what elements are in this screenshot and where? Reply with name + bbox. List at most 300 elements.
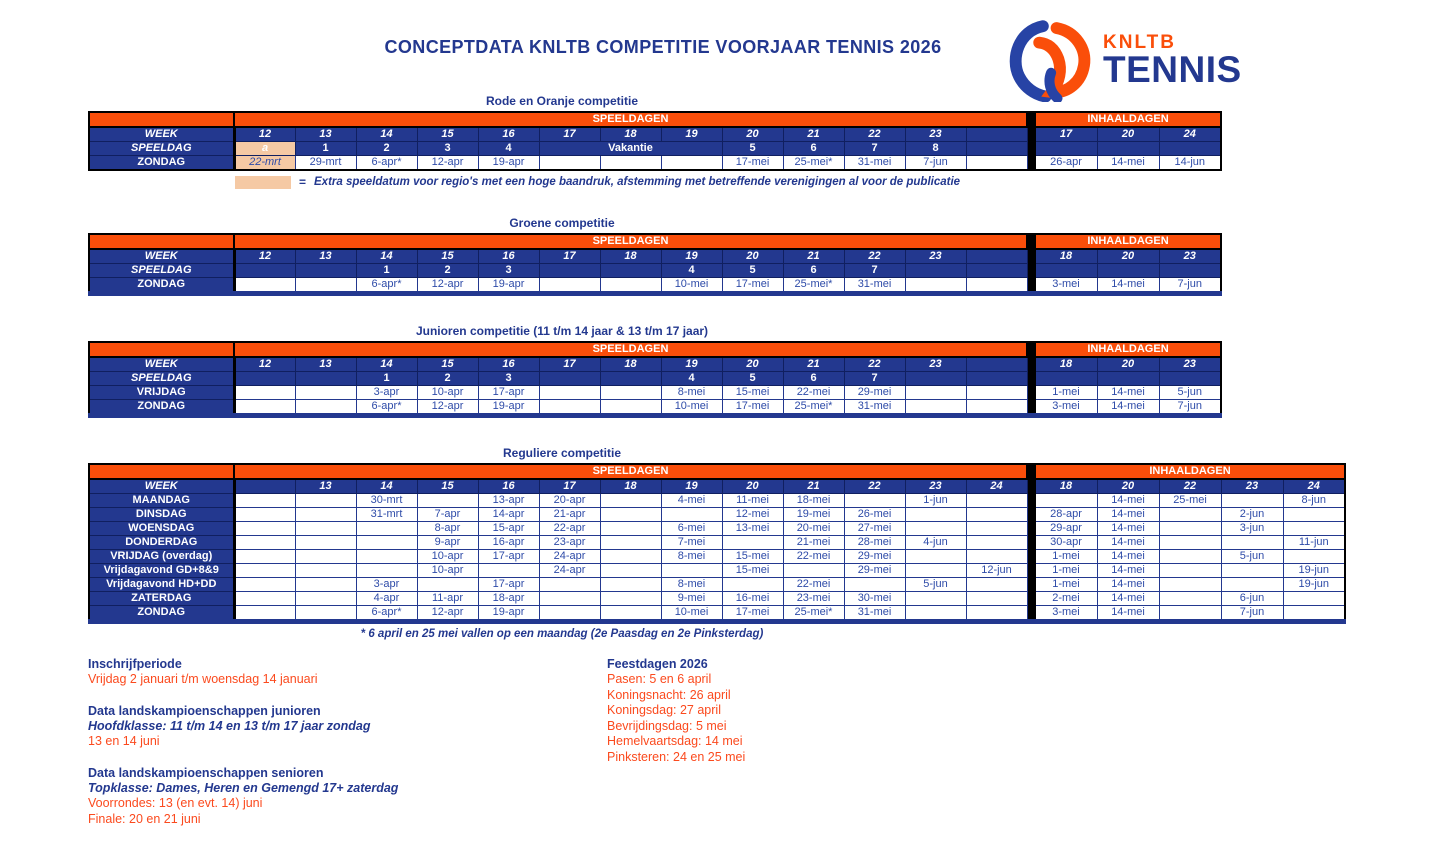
date-cell: 22-mei: [783, 578, 844, 592]
speeldag-cell: [966, 142, 1027, 156]
footer-section: [88, 656, 398, 688]
week-cell: 22: [844, 249, 905, 264]
date-cell: [905, 508, 966, 522]
week-cell: 20: [722, 357, 783, 372]
date-cell: 10-mei: [661, 606, 722, 622]
date-cell: [234, 508, 295, 522]
row-label: VRIJDAG (overdag): [89, 550, 234, 564]
week-cell: [966, 249, 1027, 264]
gap-cell: [1027, 578, 1035, 592]
speeldag-cell: 6: [783, 142, 844, 156]
date-cell: [234, 578, 295, 592]
date-cell: 10-apr: [417, 550, 478, 564]
speeldag-label: SPEELDAG: [89, 142, 234, 156]
date-cell: 4-apr: [356, 592, 417, 606]
date-cell: [234, 400, 295, 416]
inhaal-week-cell: 22: [1159, 479, 1221, 494]
date-cell: 17-apr: [478, 386, 539, 400]
speeldag-cell: 5: [722, 264, 783, 278]
date-cell: 19-mei: [783, 508, 844, 522]
date-cell: 12-apr: [417, 606, 478, 622]
date-cell: [905, 550, 966, 564]
inhaal-date-cell: 14-mei: [1097, 550, 1159, 564]
footer-section: [88, 765, 398, 828]
inhaal-date-cell: [1283, 606, 1345, 622]
date-cell: [417, 494, 478, 508]
date-cell: [295, 386, 356, 400]
row-label: ZATERDAG: [89, 592, 234, 606]
gap-cell: [1027, 156, 1035, 171]
corner-cell: [89, 464, 234, 479]
inhaal-week-cell: 18: [1035, 357, 1097, 372]
date-cell: 29-mei: [844, 550, 905, 564]
speeldag-cell: 2: [356, 142, 417, 156]
inhaal-date-cell: [1221, 494, 1283, 508]
date-cell: 22-mrt: [234, 156, 295, 171]
speeldag-cell: 7: [844, 372, 905, 386]
date-cell: 21-mei: [783, 536, 844, 550]
footer-line: Bevrijdingsdag: 5 mei: [607, 718, 727, 733]
date-cell: 19-apr: [478, 606, 539, 622]
inhaal-date-cell: 2-mei: [1035, 592, 1097, 606]
date-cell: [234, 522, 295, 536]
inhaal-date-cell: 26-apr: [1035, 156, 1097, 171]
speeldagen-header: SPEELDAGEN: [234, 342, 1027, 357]
inhaal-date-cell: [1283, 522, 1345, 536]
equals-sign: =: [299, 175, 307, 189]
corner-cell: [89, 112, 234, 127]
date-cell: [600, 494, 661, 508]
speeldag-cell: 1: [356, 372, 417, 386]
date-cell: [905, 400, 966, 416]
day-row: [89, 606, 1345, 622]
date-cell: 21-apr: [539, 508, 600, 522]
date-cell: [295, 550, 356, 564]
speeldag-cell: 6: [783, 372, 844, 386]
date-cell: 31-mei: [844, 156, 905, 171]
gap-cell: [1027, 592, 1035, 606]
table-block-junioren: [88, 324, 1222, 418]
date-cell: 18-apr: [478, 592, 539, 606]
week-cell: 16: [478, 127, 539, 142]
date-cell: 12-apr: [417, 400, 478, 416]
date-cell: 12-jun: [966, 564, 1027, 578]
date-cell: 17-mei: [722, 606, 783, 622]
date-cell: 15-apr: [478, 522, 539, 536]
week-cell: 14: [356, 249, 417, 264]
table-footnote: * 6 april en 25 mei vallen op een maandag (2e Paasdag en 2e Pinksterdag): [360, 628, 764, 640]
date-cell: [600, 508, 661, 522]
gap-cell: [1027, 234, 1035, 249]
week-row: [89, 249, 1221, 264]
extra-date-note: [235, 175, 1222, 189]
date-cell: [356, 536, 417, 550]
inhaal-date-cell: 14-mei: [1097, 578, 1159, 592]
footer-line: 13 en 14 juni: [88, 734, 160, 748]
gap-cell: [1027, 494, 1035, 508]
date-cell: 6-apr*: [356, 606, 417, 622]
date-cell: 24-apr: [539, 564, 600, 578]
inhaal-date-cell: 14-mei: [1097, 278, 1159, 294]
gap-cell: [1027, 342, 1035, 357]
speeldag-cell: [295, 264, 356, 278]
speeldag-inhaal-cell: [1159, 142, 1221, 156]
inhaal-date-cell: [1221, 536, 1283, 550]
date-cell: [600, 564, 661, 578]
inhaal-date-cell: 14-mei: [1097, 156, 1159, 171]
date-cell: [661, 508, 722, 522]
week-cell: 22: [844, 127, 905, 142]
gap-cell: [1027, 508, 1035, 522]
header-row: [89, 234, 1221, 249]
date-cell: [600, 156, 661, 171]
footer-line: Koningsdag: 27 april: [607, 703, 721, 717]
footer-section: [88, 703, 398, 750]
date-cell: 11-apr: [417, 592, 478, 606]
day-row: [89, 278, 1221, 294]
inhaal-week-cell: 20: [1097, 357, 1159, 372]
inhaal-date-cell: 5-jun: [1221, 550, 1283, 564]
date-cell: 22-apr: [539, 522, 600, 536]
date-cell: [295, 578, 356, 592]
date-cell: [295, 494, 356, 508]
speeldag-cell: 1: [295, 142, 356, 156]
date-cell: 29-mrt: [295, 156, 356, 171]
inhaal-week-cell: 24: [1283, 479, 1345, 494]
week-cell: 14: [356, 127, 417, 142]
gap-cell: [1027, 142, 1035, 156]
week-label: WEEK: [89, 479, 234, 494]
week-cell: 15: [417, 249, 478, 264]
gap-cell: [1027, 536, 1035, 550]
week-cell: 16: [478, 357, 539, 372]
date-cell: 18-mei: [783, 494, 844, 508]
date-cell: [417, 578, 478, 592]
speeldag-cell: 7: [844, 142, 905, 156]
date-cell: [295, 508, 356, 522]
speeldag-cell: 5: [722, 372, 783, 386]
day-row: [89, 400, 1221, 416]
speeldag-cell: 5: [722, 142, 783, 156]
date-cell: 17-mei: [722, 156, 783, 171]
gap-cell: [1027, 357, 1035, 372]
footer-heading: Data landskampioenschappen senioren: [88, 765, 324, 780]
inhaal-date-cell: 3-mei: [1035, 278, 1097, 294]
date-cell: 7-apr: [417, 508, 478, 522]
inhaaldagen-header: INHAALDAGEN: [1035, 464, 1345, 479]
inhaal-date-cell: 14-mei: [1097, 522, 1159, 536]
date-cell: [661, 564, 722, 578]
speeldagen-header: SPEELDAGEN: [234, 112, 1027, 127]
rode-oranje-table: [88, 111, 1222, 171]
date-cell: [966, 578, 1027, 592]
footer-line: Koningsnacht: 26 april: [607, 687, 731, 702]
gap-cell: [1027, 400, 1035, 416]
date-cell: [905, 278, 966, 294]
inhaal-date-cell: 29-apr: [1035, 522, 1097, 536]
week-cell: 17: [539, 127, 600, 142]
date-cell: [539, 606, 600, 622]
date-cell: [295, 606, 356, 622]
week-cell: 12: [234, 127, 295, 142]
speeldag-cell: 2: [417, 264, 478, 278]
day-row: [89, 156, 1221, 171]
logo-tennis-label: TENNIS: [1103, 49, 1242, 90]
date-cell: [539, 386, 600, 400]
inhaal-date-cell: 25-mei: [1159, 494, 1221, 508]
date-cell: [478, 564, 539, 578]
date-cell: 29-mei: [844, 564, 905, 578]
footer-line: Hoofdklasse: 11 t/m 14 en 13 t/m 17 jaar zondag: [88, 718, 371, 733]
date-cell: 12-mei: [722, 508, 783, 522]
header-row: [89, 112, 1221, 127]
week-cell: 20: [722, 479, 783, 494]
inhaal-date-cell: 1-mei: [1035, 386, 1097, 400]
date-cell: 15-mei: [722, 386, 783, 400]
speeldag-cell: [234, 264, 295, 278]
footer-line: Pasen: 5 en 6 april: [607, 672, 712, 686]
date-cell: 8-mei: [661, 578, 722, 592]
inhaal-date-cell: 14-jun: [1159, 156, 1221, 171]
date-cell: 13-mei: [722, 522, 783, 536]
date-cell: 10-mei: [661, 400, 722, 416]
date-cell: [905, 564, 966, 578]
table-block-groene: [88, 216, 1222, 296]
day-row: [89, 578, 1345, 592]
week-cell: 21: [783, 357, 844, 372]
week-cell: 20: [722, 249, 783, 264]
speeldag-cell: 7: [844, 264, 905, 278]
week-cell: 19: [661, 127, 722, 142]
table-title-rode-oranje: Rode en Oranje competitie: [485, 94, 639, 108]
week-cell: 12: [234, 249, 295, 264]
footer-line: Finale: 20 en 21 juni: [88, 811, 201, 826]
date-cell: 20-apr: [539, 494, 600, 508]
date-cell: [722, 536, 783, 550]
date-cell: 9-mei: [661, 592, 722, 606]
date-cell: 16-apr: [478, 536, 539, 550]
inhaal-date-cell: [1159, 578, 1221, 592]
gap-cell: [1027, 564, 1035, 578]
date-cell: 14-apr: [478, 508, 539, 522]
inhaal-date-cell: [1159, 592, 1221, 606]
date-cell: 3-apr: [356, 386, 417, 400]
inhaal-date-cell: 14-mei: [1097, 592, 1159, 606]
date-cell: 8-mei: [661, 386, 722, 400]
inhaal-date-cell: 28-apr: [1035, 508, 1097, 522]
footer-heading: Data landskampioenschappen junioren: [88, 703, 321, 718]
date-cell: [661, 156, 722, 171]
date-cell: [539, 278, 600, 294]
speeldag-cell: 6: [783, 264, 844, 278]
day-row: [89, 564, 1345, 578]
gap-cell: [1027, 550, 1035, 564]
inhaal-date-cell: 7-jun: [1159, 278, 1221, 294]
inhaal-date-cell: 3-jun: [1221, 522, 1283, 536]
footer-line: Hemelvaartsdag: 14 mei: [607, 734, 743, 748]
date-cell: 6-apr*: [356, 156, 417, 171]
week-cell: 24: [966, 479, 1027, 494]
header-row: [89, 464, 1345, 479]
footer-right-notes: [607, 656, 745, 780]
gap-cell: [1027, 264, 1035, 278]
week-cell: [966, 127, 1027, 142]
date-cell: 31-mei: [844, 606, 905, 622]
date-cell: 10-mei: [661, 278, 722, 294]
date-cell: 24-apr: [539, 550, 600, 564]
inhaal-date-cell: 1-mei: [1035, 550, 1097, 564]
date-cell: 5-jun: [905, 578, 966, 592]
footer-heading: Inschrijfperiode: [88, 657, 182, 671]
inhaal-date-cell: 8-jun: [1283, 494, 1345, 508]
day-row: [89, 550, 1345, 564]
inhaal-date-cell: 6-jun: [1221, 592, 1283, 606]
row-label: ZONDAG: [89, 278, 234, 294]
day-row: [89, 522, 1345, 536]
inhaal-date-cell: [1221, 564, 1283, 578]
week-cell: 16: [478, 249, 539, 264]
date-cell: 23-mei: [783, 592, 844, 606]
date-cell: 4-mei: [661, 494, 722, 508]
date-cell: 11-mei: [722, 494, 783, 508]
week-cell: 19: [661, 479, 722, 494]
week-cell: 22: [844, 479, 905, 494]
date-cell: [295, 400, 356, 416]
week-cell: 16: [478, 479, 539, 494]
date-cell: 29-mei: [844, 386, 905, 400]
inhaal-date-cell: [1159, 550, 1221, 564]
speeldag-inhaal-cell: [1097, 372, 1159, 386]
week-cell: 17: [539, 357, 600, 372]
date-cell: [966, 278, 1027, 294]
date-cell: [539, 578, 600, 592]
gap-cell: [1027, 386, 1035, 400]
week-cell: 14: [356, 357, 417, 372]
inhaal-date-cell: [1283, 508, 1345, 522]
inhaal-week-cell: 20: [1097, 249, 1159, 264]
week-cell: 20: [722, 127, 783, 142]
speeldag-cell: 3: [478, 372, 539, 386]
inhaal-week-cell: 17: [1035, 127, 1097, 142]
speeldag-label: SPEELDAG: [89, 264, 234, 278]
week-cell: [234, 479, 295, 494]
week-cell: 18: [600, 249, 661, 264]
week-cell: 23: [905, 479, 966, 494]
week-cell: 15: [417, 479, 478, 494]
week-cell: 18: [600, 357, 661, 372]
inhaal-date-cell: [1221, 578, 1283, 592]
speeldag-cell: 4: [661, 372, 722, 386]
inhaal-date-cell: 2-jun: [1221, 508, 1283, 522]
inhaal-date-cell: [1283, 592, 1345, 606]
date-cell: 19-apr: [478, 400, 539, 416]
date-cell: [600, 522, 661, 536]
table-title-groene: Groene competitie: [509, 216, 615, 230]
date-cell: [844, 494, 905, 508]
week-cell: 13: [295, 479, 356, 494]
inhaal-week-cell: 24: [1159, 127, 1221, 142]
date-cell: 30-mrt: [356, 494, 417, 508]
date-cell: 27-mei: [844, 522, 905, 536]
speeldag-cell: [966, 264, 1027, 278]
date-cell: [295, 564, 356, 578]
speeldag-inhaal-cell: [1035, 264, 1097, 278]
week-cell: 12: [234, 357, 295, 372]
row-label: DINSDAG: [89, 508, 234, 522]
date-cell: [966, 386, 1027, 400]
date-cell: [905, 522, 966, 536]
week-cell: 15: [417, 357, 478, 372]
day-row: [89, 508, 1345, 522]
date-cell: 23-apr: [539, 536, 600, 550]
inhaal-date-cell: 14-mei: [1097, 606, 1159, 622]
date-cell: [234, 386, 295, 400]
date-cell: 3-apr: [356, 578, 417, 592]
inhaaldagen-header: INHAALDAGEN: [1035, 112, 1221, 127]
week-cell: 19: [661, 357, 722, 372]
inhaal-date-cell: 14-mei: [1097, 400, 1159, 416]
date-cell: 22-mei: [783, 550, 844, 564]
week-cell: 17: [539, 249, 600, 264]
date-cell: 15-mei: [722, 564, 783, 578]
date-cell: [356, 564, 417, 578]
date-cell: 12-apr: [417, 278, 478, 294]
date-cell: [600, 606, 661, 622]
date-cell: 16-mei: [722, 592, 783, 606]
date-cell: [539, 156, 600, 171]
speeldag-cell: [600, 264, 661, 278]
week-cell: 21: [783, 127, 844, 142]
week-label: WEEK: [89, 127, 234, 142]
inhaal-date-cell: 14-mei: [1097, 508, 1159, 522]
day-row: [89, 536, 1345, 550]
date-cell: 20-mei: [783, 522, 844, 536]
inhaal-date-cell: 19-jun: [1283, 564, 1345, 578]
speeldag-cell: 3: [417, 142, 478, 156]
inhaal-date-cell: 1-mei: [1035, 564, 1097, 578]
gap-cell: [1027, 127, 1035, 142]
date-cell: [234, 278, 295, 294]
date-cell: [234, 494, 295, 508]
speeldag-inhaal-cell: [1097, 264, 1159, 278]
date-cell: [966, 508, 1027, 522]
speeldagen-header: SPEELDAGEN: [234, 234, 1027, 249]
week-cell: 19: [661, 249, 722, 264]
speeldag-row: [89, 372, 1221, 386]
date-cell: [905, 592, 966, 606]
date-cell: 22-mei: [783, 386, 844, 400]
date-cell: [966, 494, 1027, 508]
date-cell: [539, 400, 600, 416]
week-cell: 23: [905, 127, 966, 142]
week-cell: 17: [539, 479, 600, 494]
inhaal-date-cell: [1159, 536, 1221, 550]
gap-cell: [1027, 112, 1035, 127]
date-cell: [600, 592, 661, 606]
peach-swatch: [235, 176, 291, 189]
date-cell: [295, 592, 356, 606]
row-label: ZONDAG: [89, 156, 234, 171]
speeldag-cell: [966, 372, 1027, 386]
gap-cell: [1027, 372, 1035, 386]
speeldag-cell: 1: [356, 264, 417, 278]
day-row: [89, 494, 1345, 508]
date-cell: 7-jun: [905, 156, 966, 171]
date-cell: 8-apr: [417, 522, 478, 536]
table-title-reguliere: Reguliere competitie: [502, 446, 622, 460]
date-cell: 12-apr: [417, 156, 478, 171]
footer-section: [607, 656, 745, 765]
